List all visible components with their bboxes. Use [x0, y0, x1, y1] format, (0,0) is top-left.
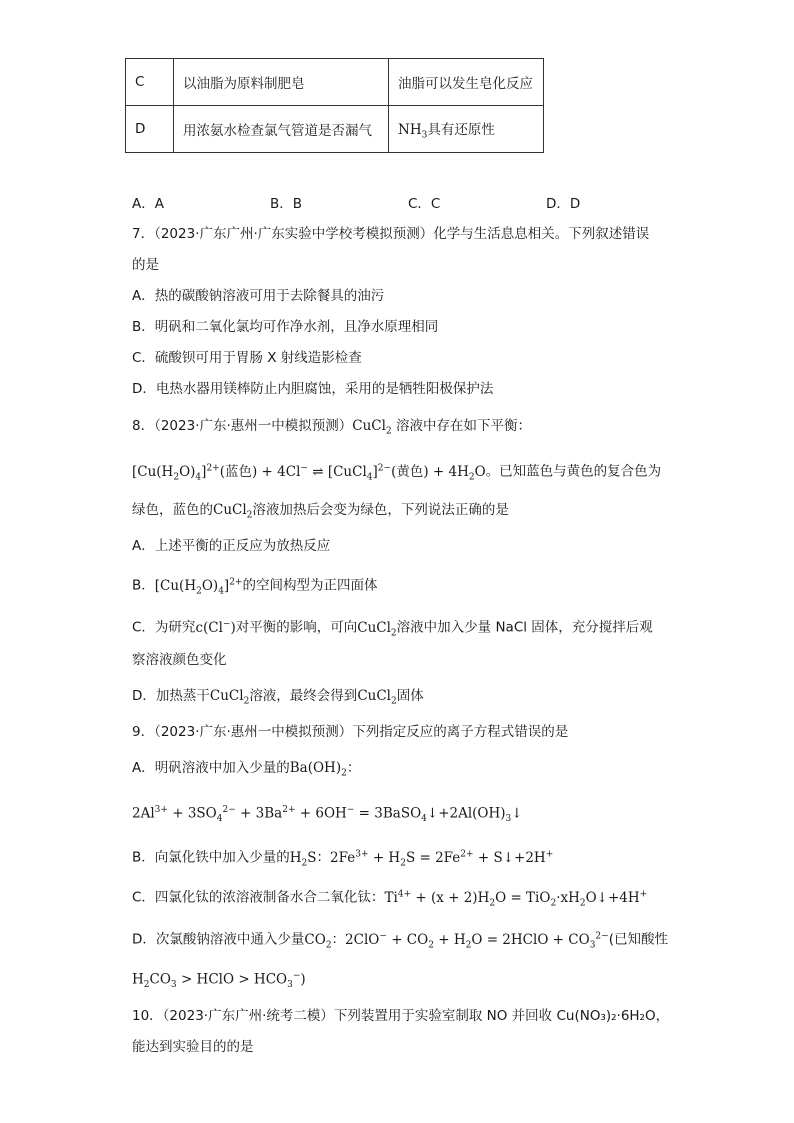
q9-option-d[interactable]: D．次氯酸钠溶液中通入少量$CO_2$：$2ClO^- + CO_2 + H_2O$ = 2HClO + $CO_3^{2-}$(已知酸性: [132, 931, 668, 951]
choice-c[interactable]: C．C: [408, 196, 441, 212]
q8-option-d[interactable]: D．加热蒸干CuCl$_2$溶液，最终会得到CuCl$_2$固体: [132, 688, 424, 707]
q9-option-b[interactable]: B．向氯化铁中加入少量的$H_2S$：$2Fe^{3+} + H_2S = 2Fe^{2+}$ + S↓+2H+: [132, 849, 554, 869]
q8-stem: 8．（2023·广东·惠州一中模拟预测）CuCl$_2$ 溶液中存在如下平衡：: [132, 418, 531, 437]
q8-stem-line3: 绿色，蓝色的CuCl$_2$溶液加热后会变为绿色，下列说法正确的是: [132, 502, 509, 521]
row-label: C: [126, 59, 174, 106]
operation-cell: 用浓氨水检查氯气管道是否漏气: [174, 106, 389, 153]
q8-equilibrium: $[Cu(H_2O)_4]^{2+}$(蓝色) + 4Cl− ⇌ [CuCl$_4$]$^{2-}$(黄色) + $4H_2O$。已知蓝色与黄色的复合色为: [132, 463, 662, 483]
q9-stem: 9．（2023·广东·惠州一中模拟预测）下列指定反应的离子方程式错误的是: [132, 724, 569, 740]
q10-stem-cont: 能达到实验目的的是: [132, 1039, 254, 1055]
q9-option-a[interactable]: A．明矾溶液中加入少量的$Ba(OH)_2$：: [132, 760, 361, 779]
q6-choices: [132, 194, 684, 214]
q10-stem: 10．（2023·广东广州·统考二模）下列装置用于实验室制取 NO 并回收 Cu(NO₃)₂·6H₂O，: [132, 1008, 670, 1024]
operation-cell: 以油脂为原料制肥皂: [174, 59, 389, 106]
q8-option-b[interactable]: B．$[Cu(H_2O)_4]^{2+}$的空间构型为正四面体: [132, 577, 378, 597]
table-row: [126, 106, 544, 153]
q7-stem-cont: 的是: [132, 257, 159, 273]
q9-option-a-equation: $2Al^{3+} + 3SO_4^{2-} + 3Ba^{2+} + 6OH^-$ = $3BaSO_4↓+2Al(OH)_3↓$: [132, 805, 523, 825]
q8-option-a[interactable]: A．上述平衡的正反应为放热反应: [132, 538, 331, 554]
q7-option-c[interactable]: C．硫酸钡可用于胃肠 X 射线造影检查: [132, 350, 362, 366]
choice-d[interactable]: D．D: [546, 196, 581, 212]
row-label: D: [126, 106, 174, 153]
q9-option-c[interactable]: C．四氯化钛的浓溶液制备水合二氧化钛：$Ti^{4+} + (x + 2)H_2O$ = $TiO_2\cdot xH_2O↓+4H^+$: [132, 889, 648, 909]
reason-cell: 油脂可以发生皂化反应: [389, 59, 544, 106]
q7-option-b[interactable]: B．明矾和二氧化氯均可作净水剂，且净水原理相同: [132, 319, 439, 335]
q8-option-c-cont: 察溶液颜色变化: [132, 652, 227, 668]
options-table: [125, 58, 544, 153]
q7-stem: 7．（2023·广东广州·广东实验中学校考模拟预测）化学与生活息息相关。下列叙述错误: [132, 226, 650, 242]
choice-a[interactable]: A．A: [132, 196, 164, 212]
choice-b[interactable]: B．B: [270, 196, 303, 212]
q7-option-d[interactable]: D．电热水器用镁棒防止内胆腐蚀，采用的是牺牲阳极保护法: [132, 381, 494, 397]
reason-cell: $NH_3$具有还原性: [389, 106, 544, 153]
table-row: [126, 59, 544, 106]
q7-option-a[interactable]: A．热的碳酸钠溶液可用于去除餐具的油污: [132, 288, 385, 304]
q8-option-c[interactable]: C．为研究c(Cl−)对平衡的影响，可向CuCl$_2$溶液中加入少量 NaCl 固体，充分搅拌后观: [132, 619, 653, 639]
q9-option-d-cont: $H_2CO_3$ > HClO > $HCO_3^-$): [132, 971, 306, 991]
